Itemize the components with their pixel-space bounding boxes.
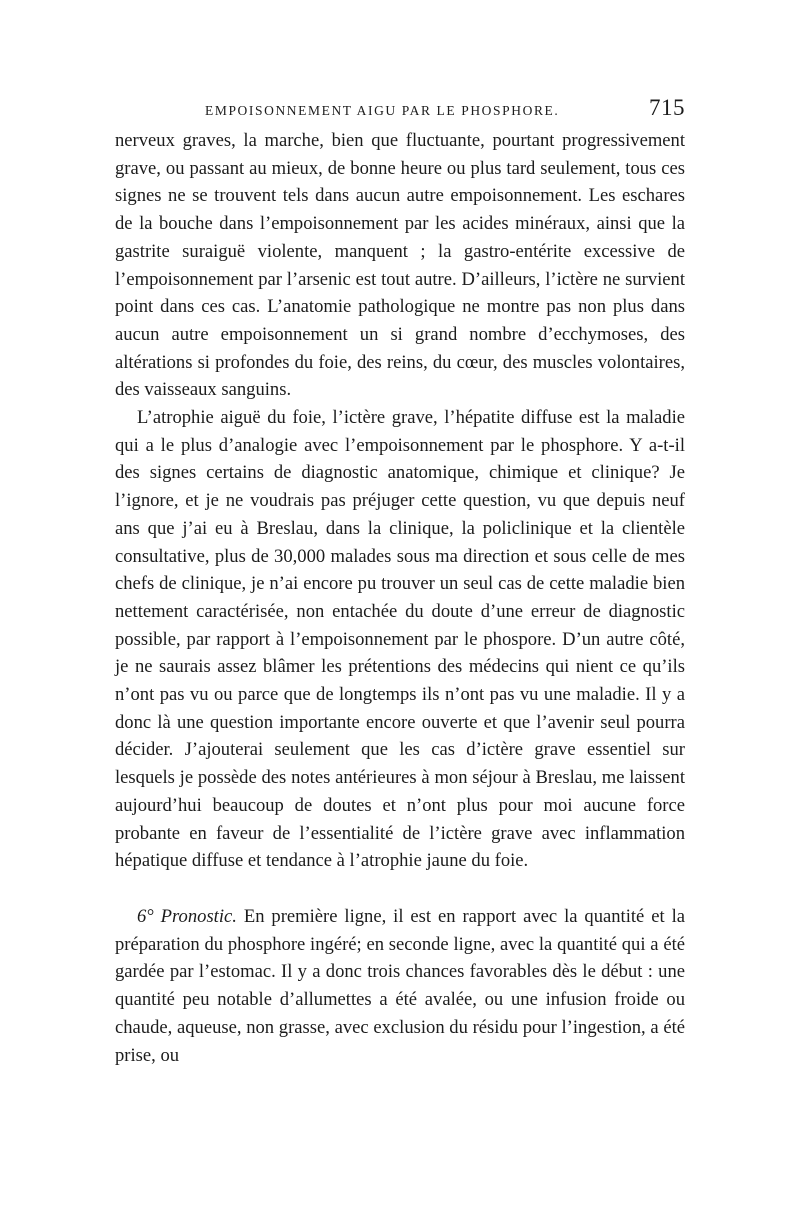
book-page — [115, 95, 685, 1069]
body-paragraph-1: nerveux graves, la marche, bien que fluctuante, pourtant progressivement grave, ou passant au mieux, de bonne heure ou plus tard seulement, tous ces signes ne se trouvent tels dans aucun autre empoisonnement. Les eschares de la bouche dans l’empoisonnement par les acides minéraux, ainsi que la gastrite suraiguë violente, manquent ; la gastro-entérite excessive de l’empoisonnement par l’arsenic est tout autre. D’ailleurs, l’ictère ne survient point dans ces cas. L’anatomie pathologique ne montre pas non plus dans aucun autre empoisonnement un si grand nombre d’ecchymoses, des altérations si profondes du foie, des reins, du cœur, des muscles volontaires, des vaisseaux sanguins. — [115, 130, 685, 401]
body-paragraph-3-text: En première ligne, il est en rapport avec la quantité et la préparation du phosphore ingéré; en seconde ligne, avec la quantité qui a été gardée par l’estomac. Il y a donc trois chances favorables dès le début : une quantité peu notable d’allumettes a été avalée, ou une infusion froide ou chaude, aqueuse, non grasse, avec exclusion du résidu pour l’ingestion, a été prise, ou — [115, 905, 685, 1066]
body-paragraph-2: L’atrophie aiguë du foie, l’ictère grave, l’hépatite diffuse est la maladie qui a le plus d’analogie avec l’empoisonnement par le phosphore. Y a-t-il des signes certains de diagnostic anatomique, chimique et clinique? Je l’ignore, et je ne voudrais pas préjuger cette question, vu que depuis neuf ans que j’ai eu à Breslau, dans la clinique, la policlinique et la clientèle consultative, plus de 30,000 malades sous ma direction et sous celle de mes chefs de clinique, je n’ai encore pu trouver un seul cas de cette maladie bien nettement caractérisée, non entachée du doute d’une erreur de diagnostic possible, par rapport à l’empoisonnement par le phospore. D’un autre côté, je ne saurais assez blâmer les prétentions des médecins qui nient ce qu’ils n’ont pas vu ou parce que de longtemps ils n’ont pas vu une maladie. Il y a donc là une question importante encore ouverte et que l’avenir seul pourra décider. J’ajouterai seulement que les cas d’ictère grave essentiel sur lesquels je possède des notes antérieures à mon séjour à Breslau, me laissent aujourd’hui beaucoup de doutes et n’ont plus pour moi aucune force probante en faveur de l’essentialité de l’ictère grave avec inflammation hépatique diffuse et tendance à l’atrophie jaune du foie. — [115, 407, 685, 872]
running-header — [115, 95, 685, 127]
section-heading-pronostic: 6° Pronostic. — [137, 905, 237, 927]
body-paragraph-3 — [115, 903, 685, 1069]
running-title: EMPOISONNEMENT AIGU PAR LE PHOSPHORE. — [205, 103, 560, 118]
page-number: 715 — [649, 95, 685, 120]
